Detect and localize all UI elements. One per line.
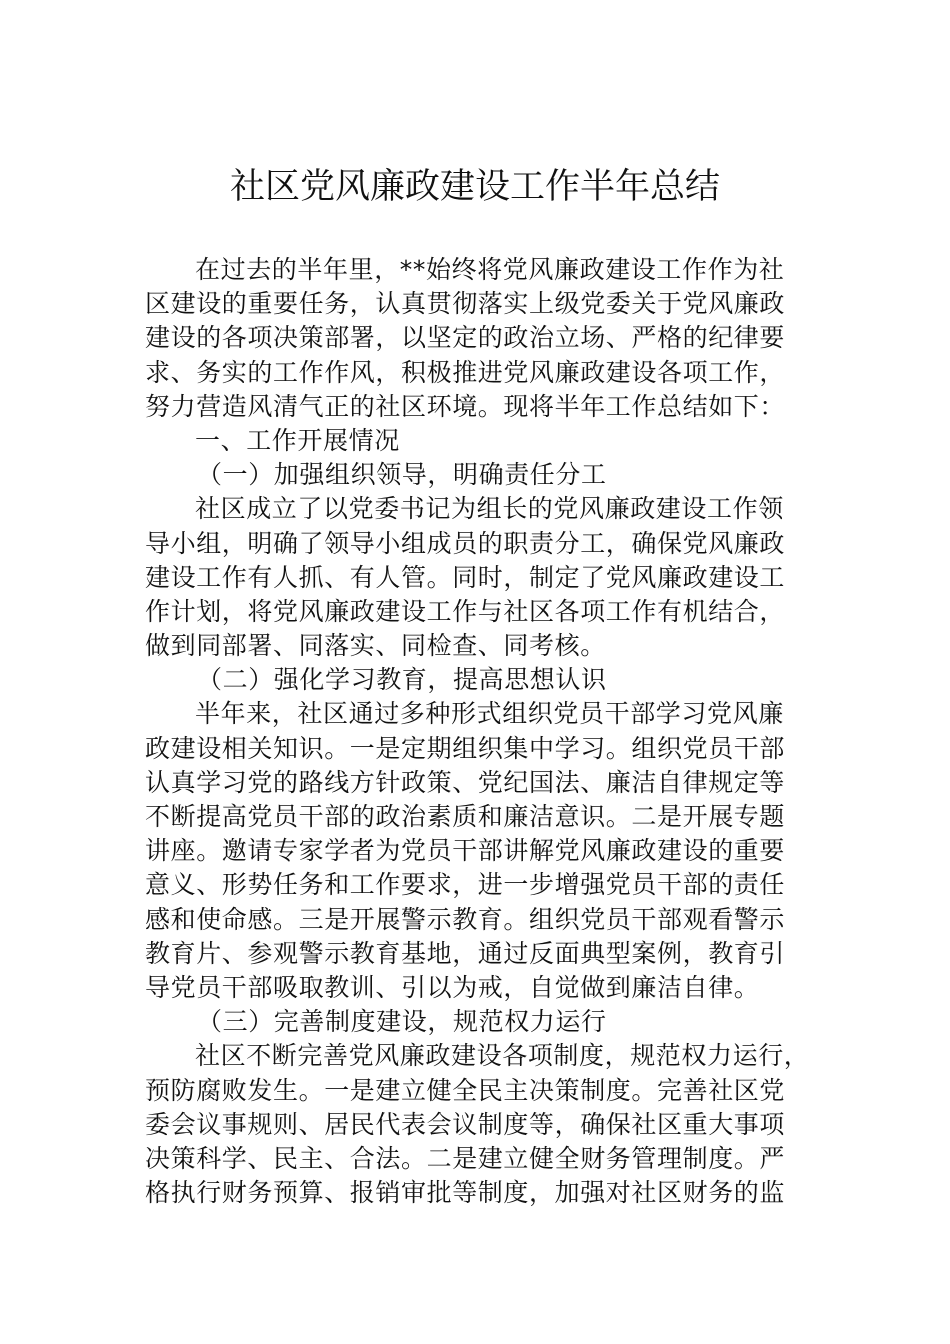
paragraph-line: 教育片、参观警示教育基地，通过反面典型案例，教育引 (145, 938, 786, 968)
paragraph-line: 社区不断完善党风廉政建设各项制度，规范权力运行， (195, 1041, 810, 1071)
paragraph-line: 求、务实的工作作风，积极推进党风廉政建设各项工作， (145, 357, 786, 387)
paragraph-line: 导党员干部吸取教训、引以为戒，自觉做到廉洁自律。 (145, 972, 760, 1002)
paragraph-line: 社区成立了以党委书记为组长的党风廉政建设工作领 (195, 494, 784, 524)
paragraph-line: 半年来，社区通过多种形式组织党员干部学习党风廉 (195, 699, 784, 729)
paragraph-line: 不断提高党员干部的政治素质和廉洁意识。二是开展专题 (145, 802, 786, 831)
document-title: 社区党风廉政建设工作半年总结 (229, 167, 720, 207)
paragraph-line: 政建设相关知识。一是定期组织集中学习。组织党员干部 (145, 733, 786, 763)
subsection-heading: （三）完善制度建设，规范权力运行 (197, 1007, 607, 1037)
paragraph-line: 格执行财务预算、报销审批等制度，加强对社区财务的监 (145, 1178, 786, 1208)
subsection-heading: （二）强化学习教育，提高思想认识 (197, 665, 607, 695)
section-heading: 一、工作开展情况 (195, 425, 400, 455)
paragraph-line: 感和使命感。三是开展警示教育。组织党员干部观看警示 (145, 904, 786, 934)
document-body (145, 253, 810, 1210)
paragraph-line: 委会议事规则、居民代表会议制度等，确保社区重大事项 (145, 1109, 786, 1139)
paragraph-line: 作计划，将党风廉政建设工作与社区各项工作有机结合， (145, 596, 786, 626)
paragraph-line: 意义、形势任务和工作要求，进一步增强党员干部的责任 (145, 870, 786, 900)
paragraph-line: 决策科学、民主、合法。二是建立健全财务管理制度。严 (145, 1143, 786, 1173)
paragraph-line: 导小组，明确了领导小组成员的职责分工，确保党风廉政 (145, 528, 786, 558)
paragraph-line: 认真学习党的路线方针政策、党纪国法、廉洁自律规定等 (145, 767, 786, 797)
paragraph-line: 建设工作有人抓、有人管。同时，制定了党风廉政建设工 (145, 562, 786, 592)
paragraph-line: 在过去的半年里，**始终将党风廉政建设工作作为社 (195, 255, 785, 284)
paragraph-line: 区建设的重要任务，认真贯彻落实上级党委关于党风廉政 (145, 289, 786, 319)
subsection-heading: （一）加强组织领导，明确责任分工 (197, 460, 607, 490)
paragraph-line: 建设的各项决策部署，以坚定的政治立场、严格的纪律要 (145, 323, 786, 353)
paragraph-line: 做到同部署、同落实、同检查、同考核。 (145, 631, 606, 661)
paragraph-line: 讲座。邀请专家学者为党员干部讲解党风廉政建设的重要 (145, 836, 786, 866)
paragraph-line: 预防腐败发生。一是建立健全民主决策制度。完善社区党 (145, 1075, 786, 1105)
paragraph-line: 努力营造风清气正的社区环境。现将半年工作总结如下： (145, 391, 786, 421)
